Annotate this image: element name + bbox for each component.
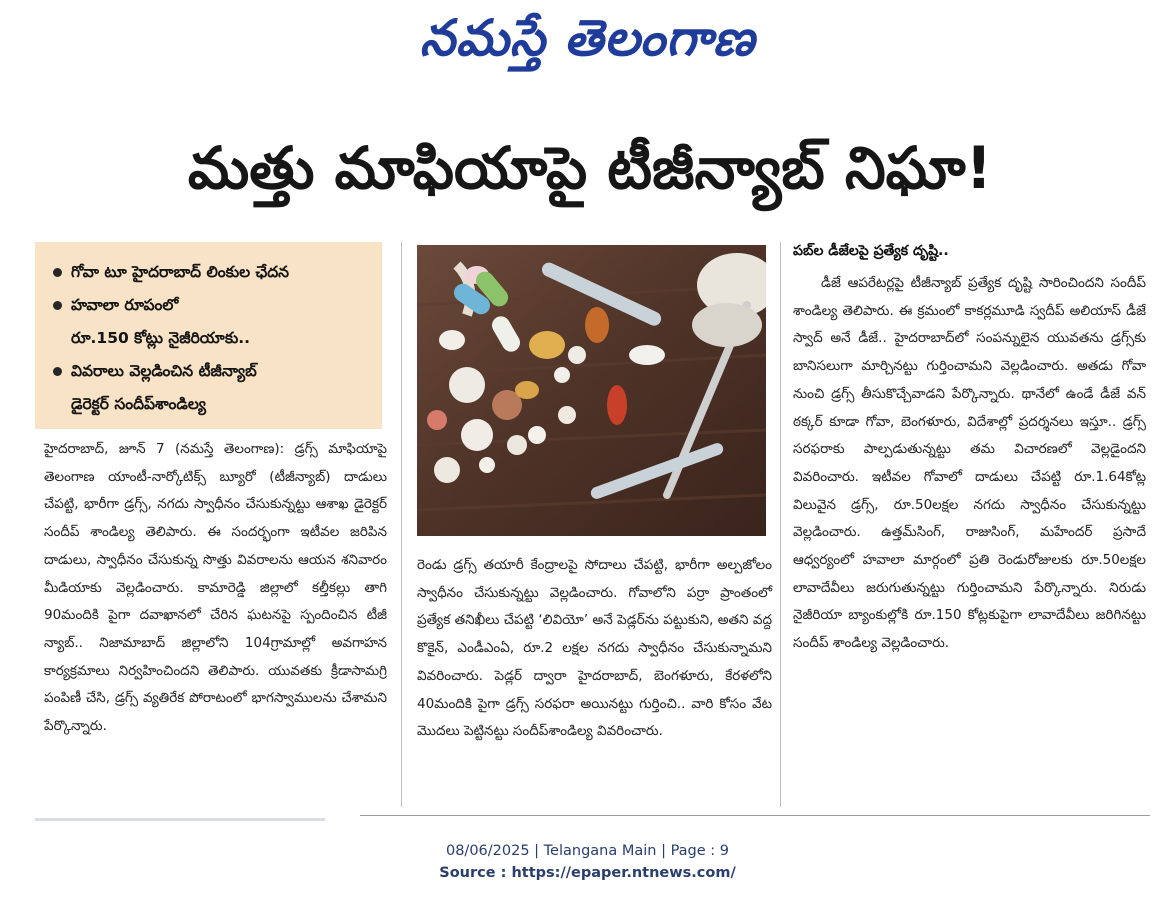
article-column-1: హైదరాబాద్, జూన్ 7 (నమస్తే తెలంగాణ): డ్రగ్స్ మాఫియాపై తెలంగాణ యాంటీ-నార్కోటిక్స్ బ్యూరో (టీజీన్యాబ్) దాడులు చేపట్టి, భారీగా డ్రగ్స్, నగదు స్వాధీనం చేసుకున్నట్టు ఆశాఖ డైరెక్టర్ సందీప్ శాండిల్య తెలిపారు. ఈ సందర్భంగా ఇటీవల జరిపిన దాడులు, స్వాధీనం చేసుకున్న సొత్తు వివరాలను ఆయన శనివారం మీడియాకు వెల్లడించారు. కామారెడ్డి జిల్లాలో కల్తీకల్లు తాగి 90మందికి పైగా దవాఖానలో చేరిన ఘటనపై స్పందించిన టీజీ న్యాబ్.. నిజామాబాద్ జిల్లాలోని 104గ్రామాల్లో అవగాహన కార్యక్రమాలు నిర్వహించిందని తెలిపారు. యువతకు క్రీడాసామగ్రి పంపిణీ చేసి, డ్రగ్స్ వ్యతిరేక పోరాటంలో భాగస్వాములను చేశామని పేర్కొన్నారు. <box>44 441 387 735</box>
footer-divider-left <box>35 818 325 821</box>
highlight-text: వివరాలు వెల్లడించిన టీజీన్యాబ్ <box>71 362 257 380</box>
highlight-item <box>51 289 372 322</box>
highlight-item-continued <box>51 388 372 421</box>
article-column-3: డీజే ఆపరేటర్లపై టీజీన్యాబ్ ప్రత్యేక దృష్టి సారించిందని సందీప్ శాండిల్య తెలిపారు. ఈ క్రమంలో కాకర్లమూడి స్వదీప్ అలియాస్ డీజే స్వాద్ అనే డీజే.. హైదరాబాద్‌లో సంపన్నులైన యువతను డ్రగ్స్‌కు బానిసలుగా మార్చినట్టు గుర్తించామని వెల్లడించారు. అతడు గోవా నుంచి డ్రగ్స్ తీసుకొచ్చేవాడని పేర్కొన్నారు. థానేలో ఉండే డీజే వన్ ఠక్కర్ కూడా గోవా, బెంగళూరు, విదేశాల్లో ప్రదర్శనలు ఇస్తూ.. డ్రగ్స్ సరఫరాకు పాల్పడుతున్నట్టు తమ విచారణలో వెల్లడైందని వివరించారు. ఇటీవల గోవాలో దాడులు చేపట్టి రూ.1.64కోట్ల విలువైన డ్రగ్స్, రూ.50లక్షల నగదు స్వాధీనం చేసుకున్నట్టు వెల్లడించారు. ఉత్తమ్‌సింగ్, రాజుసింగ్, మహేందర్ ప్రసాదే ఆధ్వర్యంలో హవాలా మార్గంలో ప్రతి రెండురోజులకు రూ.50లక్షల లావాదేవీలు జరుగుతున్నట్టు గుర్తించామని పేర్కొన్నారు. నిరుడు నైజీరియా బ్యాంకుల్లోకి రూ.150 కోట్లకుపైగా లావాదేవీలు జరిగినట్టు సందీప్ శాండిల్య వెల్లడించారు. <box>793 275 1146 652</box>
highlight-item <box>51 256 372 289</box>
highlight-text: డైరెక్టర్ సందీప్‌శాండిల్య <box>71 395 206 413</box>
highlight-text: గోవా టూ హైదరాబాద్ లింకుల ఛేదన <box>71 263 290 281</box>
bullet-icon <box>53 301 62 310</box>
column-3-subheading: పబ్‌ల డీజేలపై ప్రత్యేక దృష్టి.. <box>793 243 949 259</box>
footer-edition-info: 08/06/2025 | Telangana Main | Page : 9 <box>445 843 730 859</box>
highlight-item <box>51 355 372 388</box>
newspaper-masthead: నమస్తే తెలంగాణ <box>419 9 756 67</box>
bullet-icon <box>53 268 62 277</box>
column-divider <box>780 242 781 807</box>
highlights-box <box>35 242 382 429</box>
footer-source-link[interactable]: Source : https://epaper.ntnews.com/ <box>439 865 736 881</box>
footer-divider-right <box>360 815 1150 816</box>
article-headline: మత్తు మాఫియాపై టీజీన్యాబ్ నిఘా! <box>187 134 993 202</box>
highlight-text: హవాలా రూపంలో <box>71 296 179 314</box>
highlight-item-continued <box>51 322 372 355</box>
drugs-photo <box>417 245 766 536</box>
highlight-text: రూ.150 కోట్లు నైజీరియాకు.. <box>71 329 251 347</box>
bullet-icon <box>53 367 62 376</box>
article-column-2: రెండు డ్రగ్స్ తయారీ కేంద్రాలపై సోదాలు చేపట్టి, భారీగా అల్పజోలం స్వాధీనం చేసుకున్నట్టు వెల్లడించారు. గోవాలోని పర్రా ప్రాంతంలో ప్రత్యేక తనిఖీలు చేపట్టి ‘లివియో’ అనే పెడ్లర్‌ను పట్టుకుని, అతని వద్ద కొకైన్, ఎండీఎంఏ, రూ.2 లక్షల నగదు స్వాధీనం చేసుకున్నామని వివరించారు. పెడ్లర్ ద్వారా హైదరాబాద్, బెంగళూరు, కేరళలోని 40మందికి పైగా డ్రగ్స్ సరఫరా అయినట్టు గుర్తించి.. వారి కోసం వేట మొదలు పెట్టినట్టు సందీప్‌శాండిల్య వివరించారు. <box>417 557 772 740</box>
column-divider <box>401 242 402 807</box>
